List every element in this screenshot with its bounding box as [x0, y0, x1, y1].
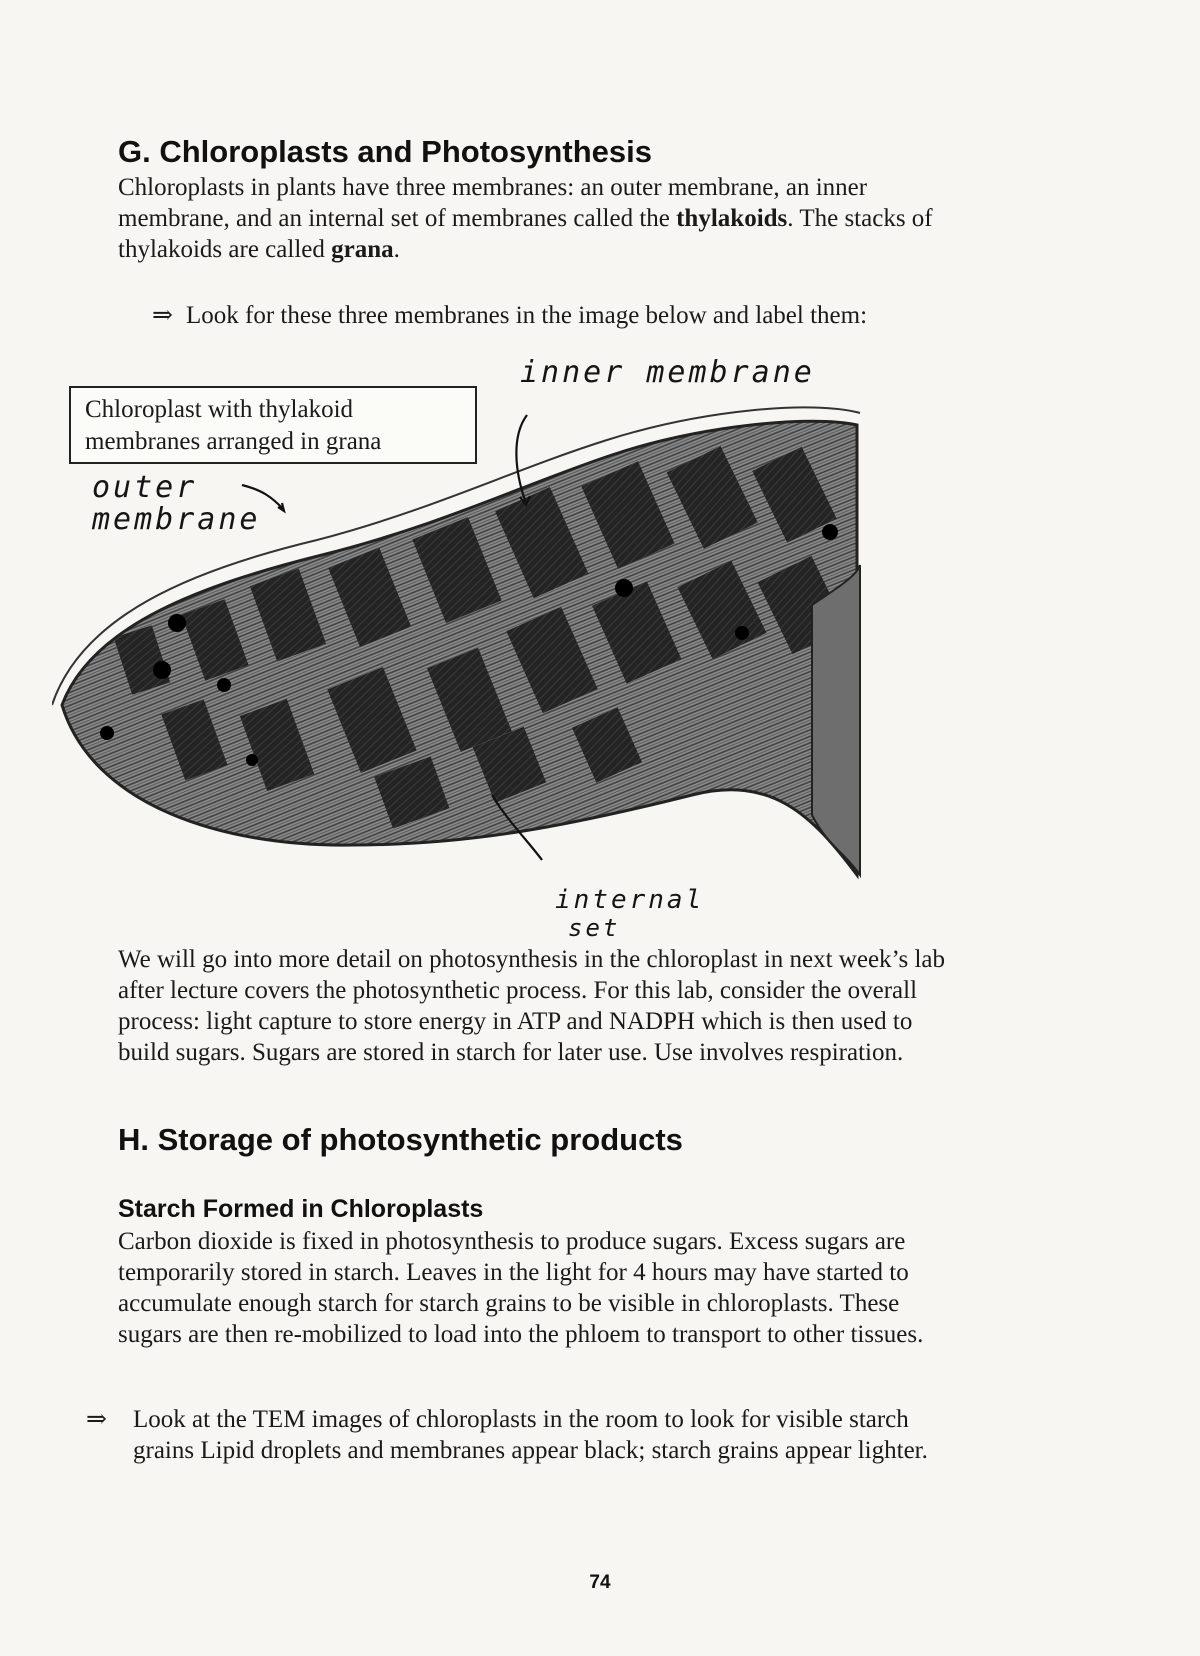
intro-line-1: Chloroplasts in plants have three membranes: an outer membrane, an inner [118, 174, 868, 201]
followup-line-4: build sugars. Sugars are stored in starch for later use. Use involves respiration. [118, 1039, 904, 1066]
body-line-3: accumulate enough starch for starch grains to be visible in chloroplasts. These [118, 1290, 900, 1317]
page-number: 74 [589, 1572, 611, 1593]
handwritten-outer-line1: outer [92, 470, 198, 505]
body-line-1: Carbon dioxide is fixed in photosynthesis to produce sugars. Excess sugars are [118, 1228, 906, 1255]
intro-line-3a: thylakoids are called [118, 236, 325, 263]
instruction-line [152, 300, 972, 331]
term-grana: grana [331, 236, 394, 263]
handwritten-internal-line2: set [568, 914, 621, 942]
section-h-body [118, 1226, 1078, 1350]
term-thylakoids: thylakoids [676, 205, 788, 232]
section-g-intro [118, 172, 1018, 265]
bullet-line-2: grains Lipid droplets and membranes appear black; starch grains appear lighter. [133, 1437, 928, 1464]
intro-line-2c: . The stacks of [787, 205, 933, 232]
double-right-arrow-icon: ⇒ [86, 1406, 107, 1433]
instruction-text: Look for these three membranes in the image below and label them: [186, 302, 868, 329]
section-h-bullet [133, 1404, 1083, 1466]
section-h-subheading: Starch Formed in Chloroplasts [118, 1195, 484, 1223]
body-line-2: temporarily stored in starch. Leaves in the light for 4 hours may have started to [118, 1259, 909, 1286]
handwritten-internal-line1: internal [555, 885, 705, 915]
followup-line-2: after lecture covers the photosynthetic process. For this lab, consider the overall [118, 977, 918, 1004]
double-right-arrow-icon: ⇒ [152, 302, 173, 329]
section-g-followup [118, 944, 1058, 1068]
section-h-heading: H. Storage of photosynthetic products [118, 1122, 683, 1157]
intro-line-2a: membrane, and an internal set of membranes called the [118, 205, 670, 232]
followup-line-3: process: light capture to store energy in ATP and NADPH which is then used to [118, 1008, 913, 1035]
followup-line-1: We will go into more detail on photosynthesis in the chloroplast in next week’s lab [118, 946, 946, 973]
handwritten-inner-membrane: inner membrane [520, 355, 815, 390]
handwritten-outer-line2: membrane [92, 502, 261, 537]
intro-line-3c: . [393, 236, 400, 263]
body-line-4: sugars are then re-mobilized to load into the phloem to transport to other tissues. [118, 1321, 924, 1348]
bullet-line-1: Look at the TEM images of chloroplasts in the room to look for visible starch [133, 1406, 909, 1433]
figure-caption: Chloroplast with thylakoid membranes arranged in grana [69, 386, 477, 464]
section-g-heading: G. Chloroplasts and Photosynthesis [118, 134, 652, 169]
